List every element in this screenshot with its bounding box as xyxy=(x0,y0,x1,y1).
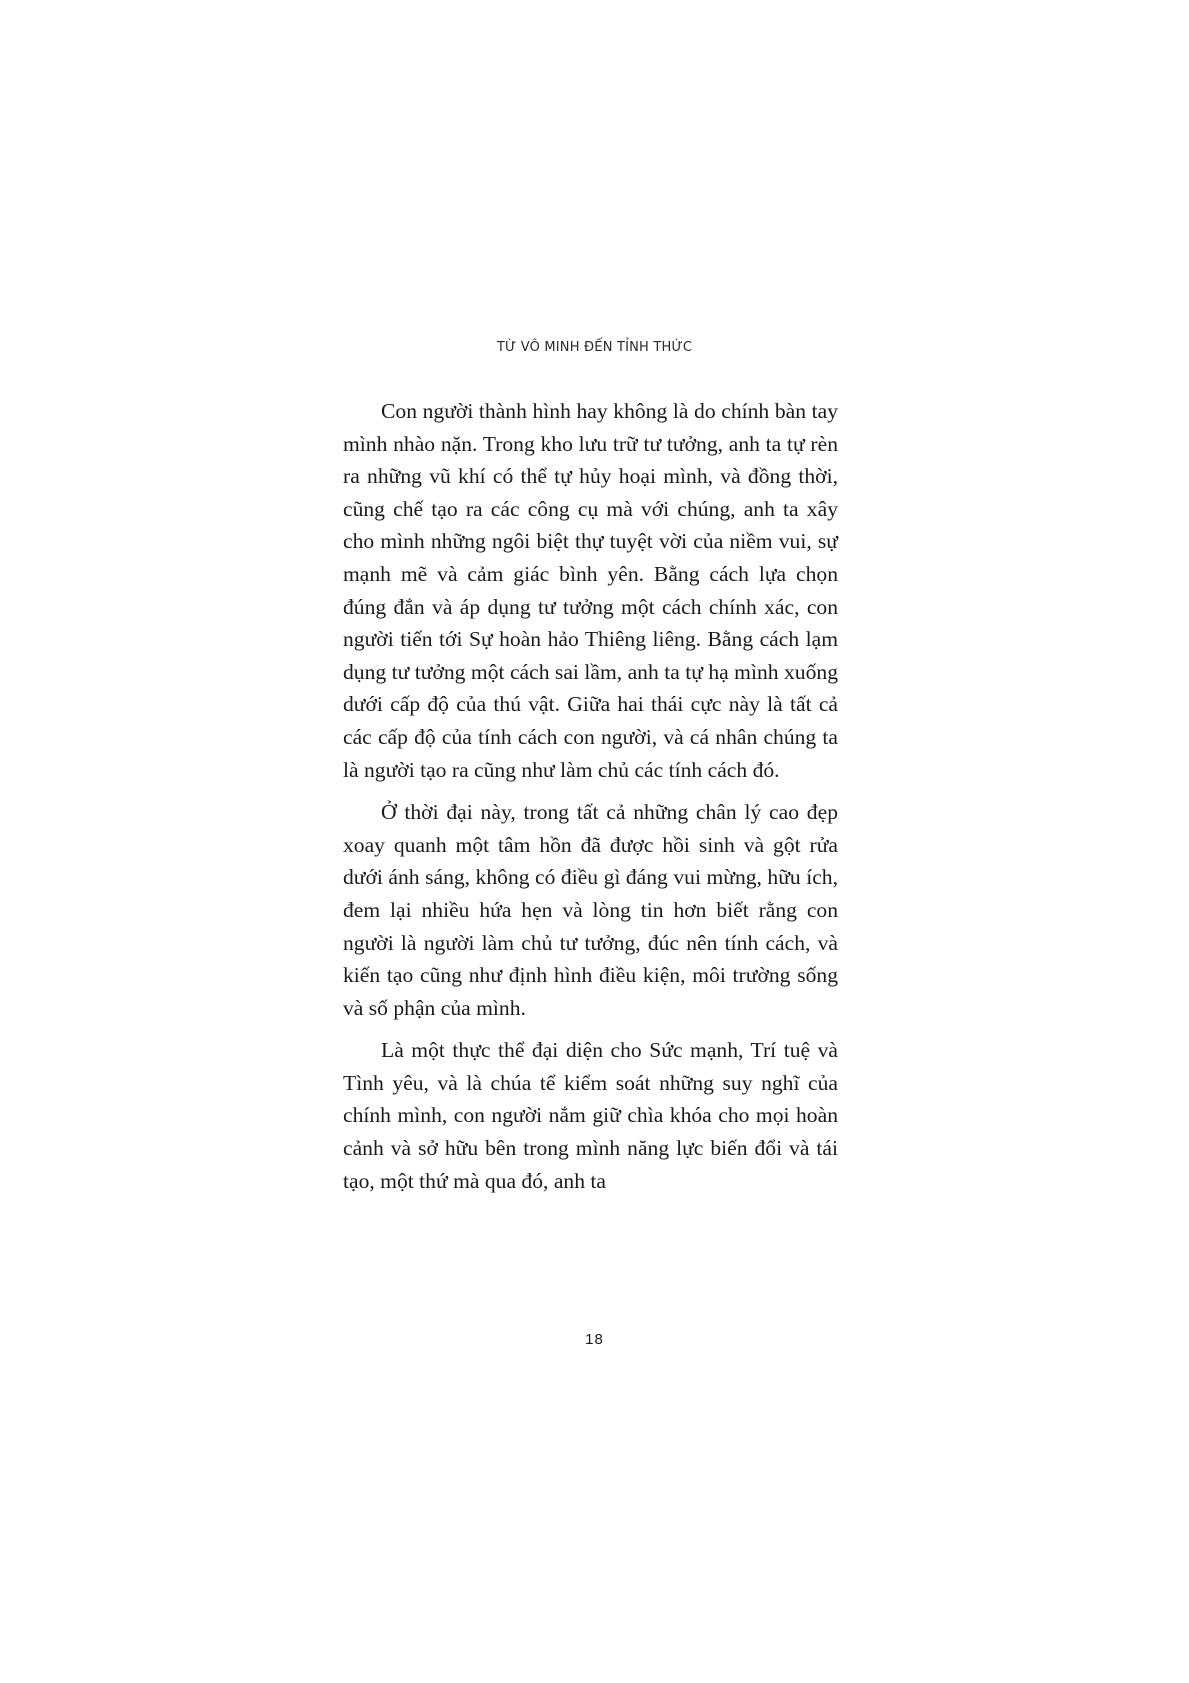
paragraph-2: Ở thời đại này, trong tất cả những chân lý cao đẹp xoay quanh một tâm hồn đã được hồi sinh và gột rửa dưới ánh sáng, không có điều gì đáng vui mừng, hữu ích, đem lại nhiều hứa hẹn và lòng tin hơn biết rằng con người là người làm chủ tư tưởng, đúc nên tính cách, và kiến tạo cũng như định hình điều kiện, môi trường sống và số phận của mình. xyxy=(343,800,838,1020)
paragraph-3: Là một thực thể đại diện cho Sức mạnh, Trí tuệ và Tình yêu, và là chúa tể kiểm soát những suy nghĩ của chính mình, con người nắm giữ chìa khóa cho mọi hoàn cảnh và sở hữu bên trong mình năng lực biến đổi và tái tạo, một thứ mà qua đó, anh ta xyxy=(343,1038,838,1193)
page-number: 18 xyxy=(585,1331,604,1348)
body-text xyxy=(343,395,838,1197)
running-title: TỪ VÔ MINH ĐẾN TỈNH THỨC xyxy=(496,340,693,355)
running-header xyxy=(0,339,1189,357)
paragraph-1: Con người thành hình hay không là do chính bàn tay mình nhào nặn. Trong kho lưu trữ tư tưởng, anh ta tự rèn ra những vũ khí có thể tự hủy hoại mình, và đồng thời, cũng chế tạo ra các công cụ mà với chúng, anh ta xây cho mình những ngôi biệt thự tuyệt vời của niềm vui, sự mạnh mẽ và cảm giác bình yên. Bằng cách lựa chọn đúng đắn và áp dụng tư tưởng một cách chính xác, con người tiến tới Sự hoàn hảo Thiêng liêng. Bằng cách lạm dụng tư tưởng một cách sai lầm, anh ta tự hạ mình xuống dưới cấp độ của thú vật. Giữa hai thái cực này là tất cả các cấp độ của tính cách con người, và cá nhân chúng ta là người tạo ra cũng như làm chủ các tính cách đó. xyxy=(343,399,838,782)
